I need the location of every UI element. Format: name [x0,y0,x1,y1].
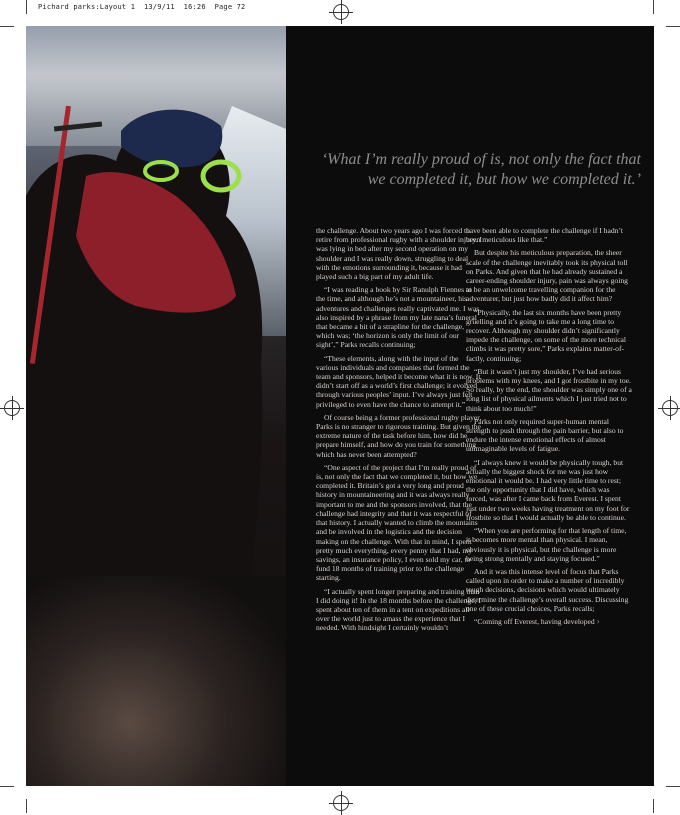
slug-line: Pichard parks:Layout 1 13/9/11 16:26 Page 72 [38,3,246,11]
crop-mark [653,799,654,813]
pull-quote-line-2: we completed it, but how we completed it.’ [367,171,641,188]
paragraph: have been able to complete the challenge if I hadn’t been meticulous like that.” [466,226,623,245]
article-column-2 [466,226,632,626]
crop-mark [26,799,27,813]
pull-quote-line-1: ‘What I’m really proud of is, not only the fact that [321,151,641,168]
registration-mark-bottom [333,795,349,811]
paragraph: the challenge. About two years ago I was forced to retire from professional rugby with a shoulder injury. I was lying in bed after my second operation on my shoulder and I was really down, struggling to deal with the emotions surrounding it, because it had played such a big part of my adult life. [316,226,482,282]
paragraph-text: “Coming off Everest, having developed [474,616,595,626]
climber-photo [26,26,286,786]
registration-mark-top [333,4,349,20]
photo-rocks [26,576,286,786]
paragraph: “One aspect of the project that I’m really proud of is, not only the fact that we completed it, but how we completed it. Britain’s got a very long and proud history in mountaineering and it was always really important to me and the sponsors involved, that the challenge had integrity and that it was respectful of that history. I actually wanted to climb the mountains and be involved in the logistics and the decision making on the challenge. With that in mind, I spent pretty much everything, every penny that I had, my savings, an insurance policy, I even sold my car, to fund 18 months of training prior to the challenge starting. [316,462,478,583]
paragraph: “When you are performing for that length of time, it becomes more mental than physical. I mean, obviously it is physical, but the challenge is more being strong mentally and staying focused.” [466,526,627,563]
paragraph: And it was this intense level of focus that Parks called upon in order to make a number of incredibly tough decisions, decisions which would ultimately determine the challenge’s overall success. Discussing one of these crucial choices, Parks recalls; [466,566,629,613]
pull-quote [311,150,641,190]
paragraph: “I was reading a book by Sir Ranulph Fiennes at the time, and although he’s not a mountaineer, his adventures and challenges really captivated me. I was also inspired by a phrase from my late nana’s funeral that became a bit of a strapline for the challenge, which was; ‘the horizon is only the limit of our sight’,” Parks recalls continuing; [316,285,480,350]
crop-mark [666,26,680,27]
registration-mark-left [4,400,20,416]
crop-mark [0,26,14,27]
paragraph: “I always knew it would be physically tough, but actually the biggest shock for me was just how emotional it would be. I had very little time to rest; the only opportunity that I did have, which was forced, was after I came back from Everest. I spent just under two weeks having treatment on my foot for frostbite so that I would actually be able to continue. [466,457,630,522]
crop-mark [653,0,654,14]
registration-mark-right [662,400,678,416]
paragraph: Of course being a former professional rugby player, Parks is no stranger to rigorous training. But given the extreme nature of the task before him, how did he prepare himself, and how do you train for something which has never been attempted? [316,412,482,459]
article-column-1 [316,226,482,633]
paragraph: “Physically, the last six months have been pretty gruelling and it’s going to take me a long time to recover. Although my shoulder didn’t significantly impede the challenge, on some of the more technical climbs it was pretty sore,” Parks explains matter-of-factly, continuing; [466,307,627,363]
paragraph: “I actually spent longer preparing and training than I did doing it! In the 18 months before the challenge, I spent about ten of them in a tent on expeditions all over the world just to amass the experience that I needed. With hindsight I certainly wouldn’t [316,586,481,633]
crop-mark [26,0,27,14]
paragraph: “But it wasn’t just my shoulder, I’ve had serious problems with my knees, and I got frostbite in my toe. So really, by the end, the shoulder was simply one of a long list of physical ailments which I just tried not to think about too much!” [466,366,632,413]
paragraph: “These elements, along with the input of the various individuals and companies that formed the team and sponsors, helped it become what it is now. It didn’t start off as a world’s first challenge; it evolved through various peoples’ input. I’ve always just felt privileged to even have the chance to attempt it.” [316,353,481,409]
magazine-page [26,26,654,786]
paragraph-continued [466,617,632,626]
continue-arrow-icon: › [596,615,600,626]
crop-mark [0,786,14,787]
paragraph: But despite his meticulous preparation, the sheer scale of the challenge inevitably took its physical toll on Parks. And given that he had already sustained a career-ending shoulder injury, pain was always going to be an unwelcome travelling companion for the adventurer, but just how badly did it affect him? [466,248,628,304]
crop-mark [666,786,680,787]
paragraph: Parks not only required super-human mental strength to push through the pain barrier, but also to endure the intense emotional effects of almost unimaginable levels of fatigue. [466,416,624,454]
